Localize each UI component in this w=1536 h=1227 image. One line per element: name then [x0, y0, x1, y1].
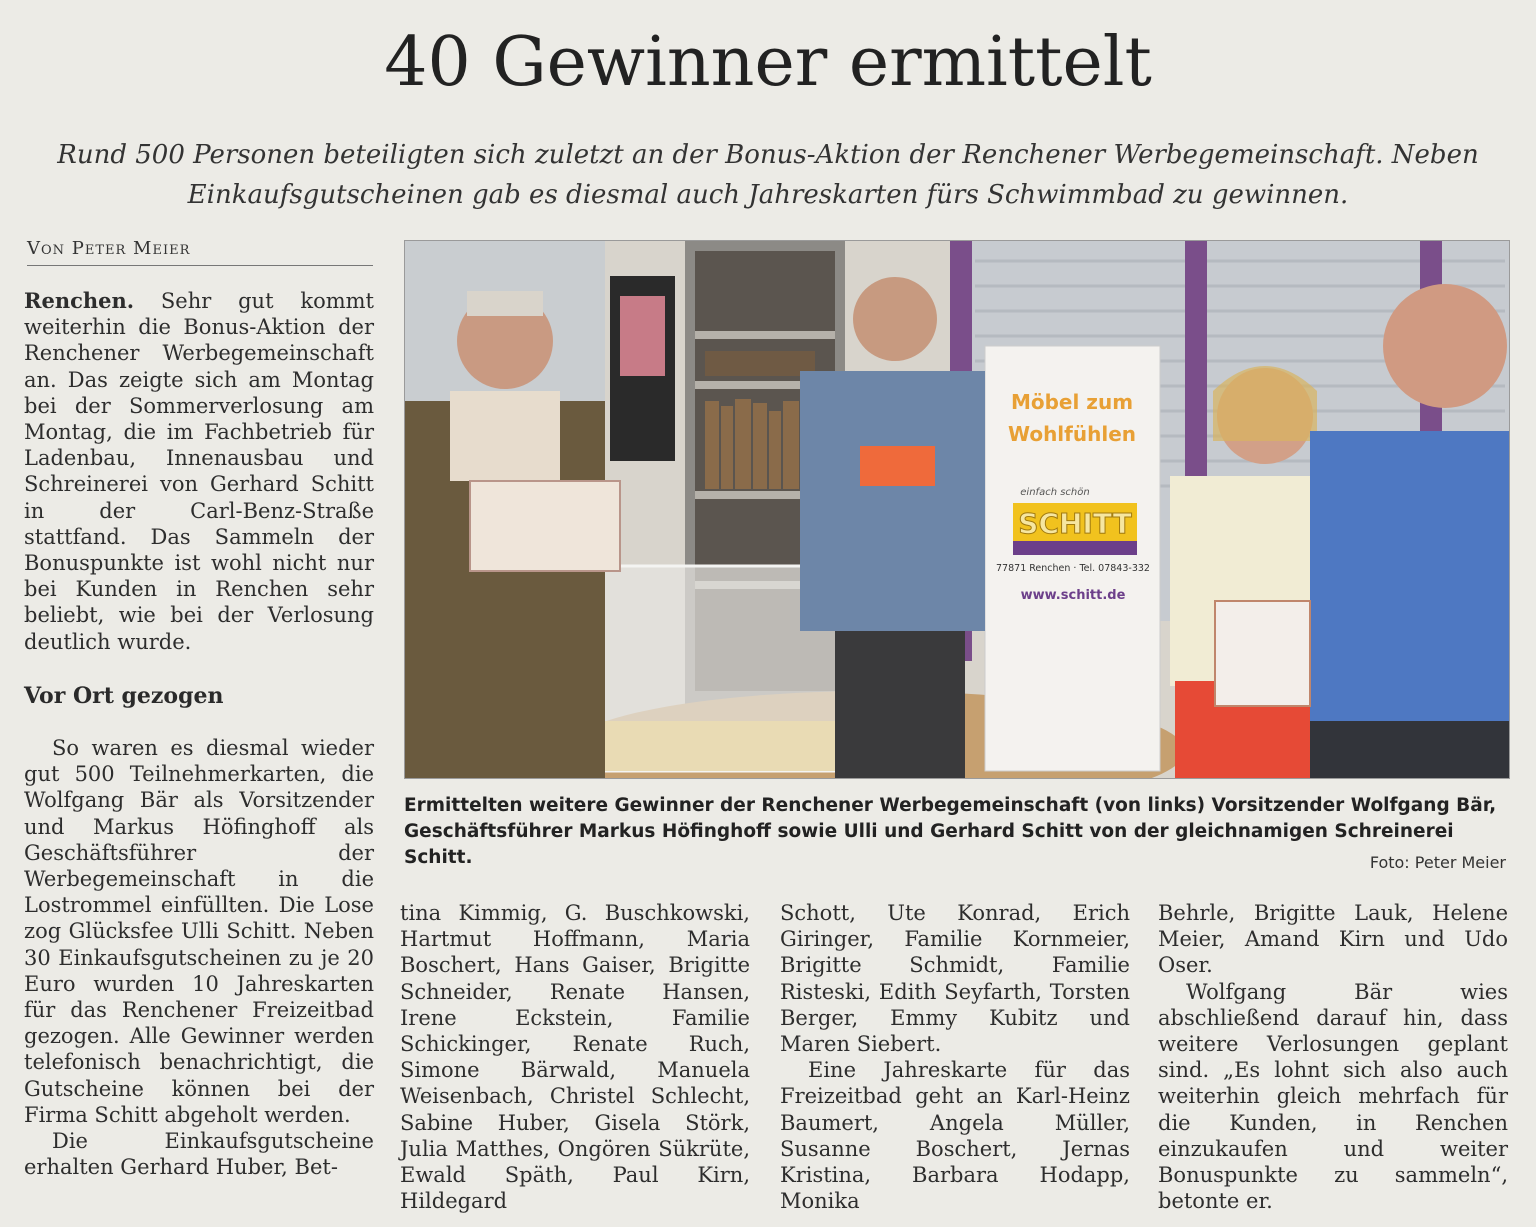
column-3-text: Schott, Ute Konrad, Erich Giringer, Familie Kornmeier, Brigitte Schmidt, Familie Risteski, Edith Seyfarth, Torsten Berger, Emmy Kubitz und Maren Siebert.: [780, 901, 1130, 1057]
lead-place: Renchen.: [24, 288, 135, 313]
article-dek: [40, 135, 1496, 215]
byline-text: Von Peter Meier: [27, 238, 191, 259]
banner-brand: SCHITT: [1018, 507, 1132, 540]
subhead: Vor Ort gezogen: [24, 683, 224, 709]
dek-line-1: Rund 500 Personen beteiligten sich zuletzt an der Bonus-Aktion der Renchener Werbegemeinschaft. Neben: [57, 140, 1479, 170]
lead-text: Sehr gut kommt weiterhin die Bonus-Aktion der Renchener Werbegemeinschaft an. Das zeigte sich am Montag bei der Sommerverlosung am Montag, die im Fachbetrieb für Ladenbau, Innenausbau und Schreinerei von Gerhard Schitt in der Carl-Benz-Straße stattfand. Das Sammeln der Bonuspunkte ist wohl nicht nur bei Kunden in Renchen sehr beliebt, wie bei der Verlosung deutlich wurde.: [24, 289, 374, 654]
paragraph-2: So waren es diesmal wieder gut 500 Teilnehmerkarten, die Wolfgang Bär als Vorsitzender und Markus Höfinghoff als Geschäftsführer der Werbegemeinschaft in die Lostrommel einfüllten. Die Lose zog Glücksfee Ulli Schitt. Neben 30 Einkaufsgutscheinen zu je 20 Euro wurden 10 Jahreskarten für das Renchener Freizeitbad gezogen. Alle Gewinner werden telefonisch benachrichtigt, die Gutscheine können bei der Firma Schitt abgeholt werden.: [24, 736, 374, 1127]
column-1-body: [24, 735, 374, 1180]
banner-small: einfach schön: [1020, 487, 1090, 498]
photo-caption: Ermittelten weitere Gewinner der Renchener Werbegemeinschaft (von links) Vorsitzender Wolfgang Bär, Geschäftsführer Markus Höfinghoff sowie Ulli und Gerhard Schitt von der gleichnamigen Schreinerei Schitt.: [404, 795, 1497, 868]
banner-line-2: Wohlfühlen: [1007, 422, 1137, 446]
column-3: [780, 900, 1130, 1214]
article-photo: [404, 240, 1510, 779]
banner-line-1: Möbel zum: [1010, 390, 1134, 414]
byline: [27, 238, 373, 266]
column-3-para-2: Eine Jahreskarte für das Freizeitbad geht an Karl-Heinz Baumert, Angela Müller, Susanne Boschert, Jernas Kristina, Barbara Hodapp, Monika: [780, 1058, 1130, 1214]
column-4-para-2: Wolfgang Bär wies abschließend darauf hin, dass weitere Verlosungen geplant sind. „Es lohnt sich also auch weiterhin gleich mehrfach für die Kunden, in Renchen einzukaufen und weiter Bonuspunkte zu sammeln“, betonte er.: [1158, 979, 1508, 1214]
column-2: [400, 900, 750, 1214]
banner-url: www.schitt.de: [1020, 588, 1126, 603]
column-1-lead: [24, 288, 374, 655]
paragraph-3-start: Die Einkaufsgutscheine erhalten Gerhard Huber, Bet-: [24, 1129, 374, 1180]
dek-line-2: Einkaufsgutscheinen gab es diesmal auch Jahreskarten fürs Schwimmbad zu gewinnen.: [187, 180, 1349, 210]
column-4-text: Behrle, Brigitte Lauk, Helene Meier, Amand Kirn und Udo Oser.: [1158, 901, 1508, 978]
article-headline: 40 Gewinner ermittelt: [384, 23, 1152, 102]
photo-credit: Foto: Peter Meier: [1369, 853, 1506, 872]
column-4: [1158, 900, 1508, 1214]
banner-address: 77871 Renchen · Tel. 07843-332: [996, 563, 1150, 574]
column-2-text: tina Kimmig, G. Buschkowski, Hartmut Hoffmann, Maria Boschert, Hans Gaiser, Brigitte Schneider, Renate Hansen, Irene Eckstein, Familie Schickinger, Renate Ruch, Simone Bärwald, Manuela Weisenbach, Christel Schlecht, Sabine Huber, Gisela Störk, Julia Matthes, Ongören Sükrüte, Ewald Späth, Paul Kirn, Hildegard: [400, 901, 750, 1214]
